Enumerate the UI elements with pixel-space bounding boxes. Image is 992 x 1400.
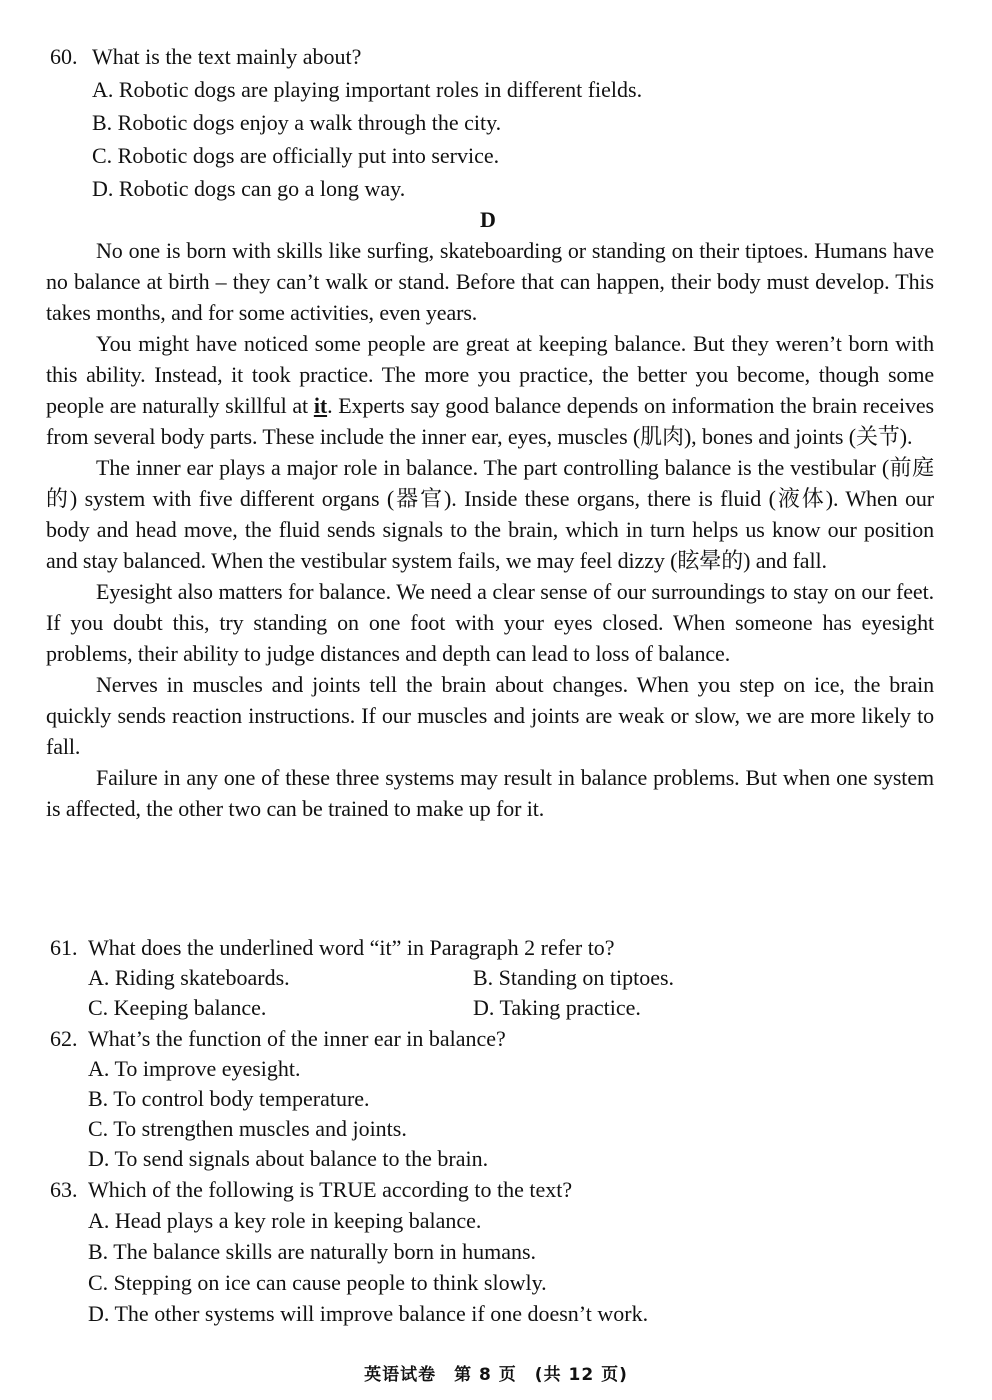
option-d: D. To send signals about balance to the brain. — [88, 1146, 489, 1171]
paragraph-2-text-end: . Experts say good balance depends on information the brain receives from several body parts. These include the inner ear, eyes, muscles (肌肉), bones and joints (关节). — [46, 393, 935, 449]
question-62 — [50, 1024, 940, 1174]
option-c: C. Stepping on ice can cause people to think slowly. — [88, 1270, 547, 1295]
option-d: D. Taking practice. — [473, 995, 641, 1020]
option-a: A. Head plays a key role in keeping balance. — [88, 1208, 482, 1233]
question-number: 61. — [50, 935, 78, 960]
option-c: C. Robotic dogs are officially put into service. — [92, 143, 500, 168]
question-stem — [50, 40, 940, 73]
option-d: D. The other systems will improve balance if one doesn’t work. — [88, 1301, 649, 1326]
option-c: C. Keeping balance. — [88, 995, 267, 1020]
section-heading: D — [480, 207, 496, 232]
paragraph-3: The inner ear plays a major role in balance. The part controlling balance is the vestibular (前庭的) system with five different organs (器官). Inside these organs, there is fluid (液体). When our body and head move, the fluid sends signals to the brain, which in turn helps us know our position and stay balanced. When the vestibular system fails, we may feel dizzy (眩晕的) and fall. — [46, 455, 934, 573]
question-stem — [50, 1024, 940, 1054]
option-b: B. The balance skills are naturally born in humans. — [88, 1239, 537, 1264]
question-text: What’s the function of the inner ear in balance? — [88, 1026, 506, 1051]
option-c: C. To strengthen muscles and joints. — [88, 1116, 407, 1141]
question-text: Which of the following is TRUE according to the text? — [88, 1177, 573, 1202]
option-d: D. Robotic dogs can go a long way. — [92, 176, 406, 201]
option-b: B. Standing on tiptoes. — [473, 965, 675, 990]
question-number: 60. — [50, 44, 78, 69]
question-60 — [50, 40, 940, 205]
paragraph-1: No one is born with skills like surfing, skateboarding or standing on their tiptoes. Humans have no balance at birth – they can’t walk or stand. Before that can happen, their body must develop. This takes months, and for some activities, even years. — [46, 238, 934, 325]
paragraph-2-text: You might have noticed some people are great at keeping balance. But they weren’t born with this ability. Instead, it took practice. The more you practice, the better you become, though some people are naturally skillful at — [46, 331, 934, 418]
question-number: 62. — [50, 1026, 78, 1051]
option-a: A. Riding skateboards. — [88, 965, 290, 990]
question-stem — [50, 1175, 940, 1205]
question-text: What is the text mainly about? — [92, 44, 362, 69]
paragraph-6: Failure in any one of these three systems may result in balance problems. But when one system is affected, the other two can be trained to make up for it. — [46, 765, 934, 821]
option-row — [50, 993, 940, 1023]
question-text: What does the underlined word “it” in Paragraph 2 refer to? — [88, 935, 615, 960]
underlined-word: it — [313, 393, 328, 418]
question-63 — [50, 1175, 940, 1329]
paragraph-2 — [46, 328, 934, 452]
option-a: A. Robotic dogs are playing important roles in different fields. — [92, 77, 643, 102]
page-footer: 英语试卷 第 8 页 (共 12 页) — [364, 1365, 628, 1385]
passage — [46, 235, 934, 824]
paragraph-5: Nerves in muscles and joints tell the brain about changes. When you step on ice, the brain quickly sends reaction instructions. If our muscles and joints are weak or slow, we are more likely to fall. — [46, 672, 934, 759]
question-number: 63. — [50, 1177, 78, 1202]
question-61 — [50, 933, 940, 1023]
paragraph-4: Eyesight also matters for balance. We need a clear sense of our surroundings to stay on our feet. If you doubt this, try standing on one foot with your eyes closed. When someone has eyesight problems, their ability to judge distances and depth can lead to loss of balance. — [46, 579, 934, 666]
option-a: A. To improve eyesight. — [88, 1056, 301, 1081]
question-stem — [50, 933, 940, 963]
option-b: B. Robotic dogs enjoy a walk through the city. — [92, 110, 502, 135]
option-row — [50, 963, 940, 993]
option-b: B. To control body temperature. — [88, 1086, 370, 1111]
